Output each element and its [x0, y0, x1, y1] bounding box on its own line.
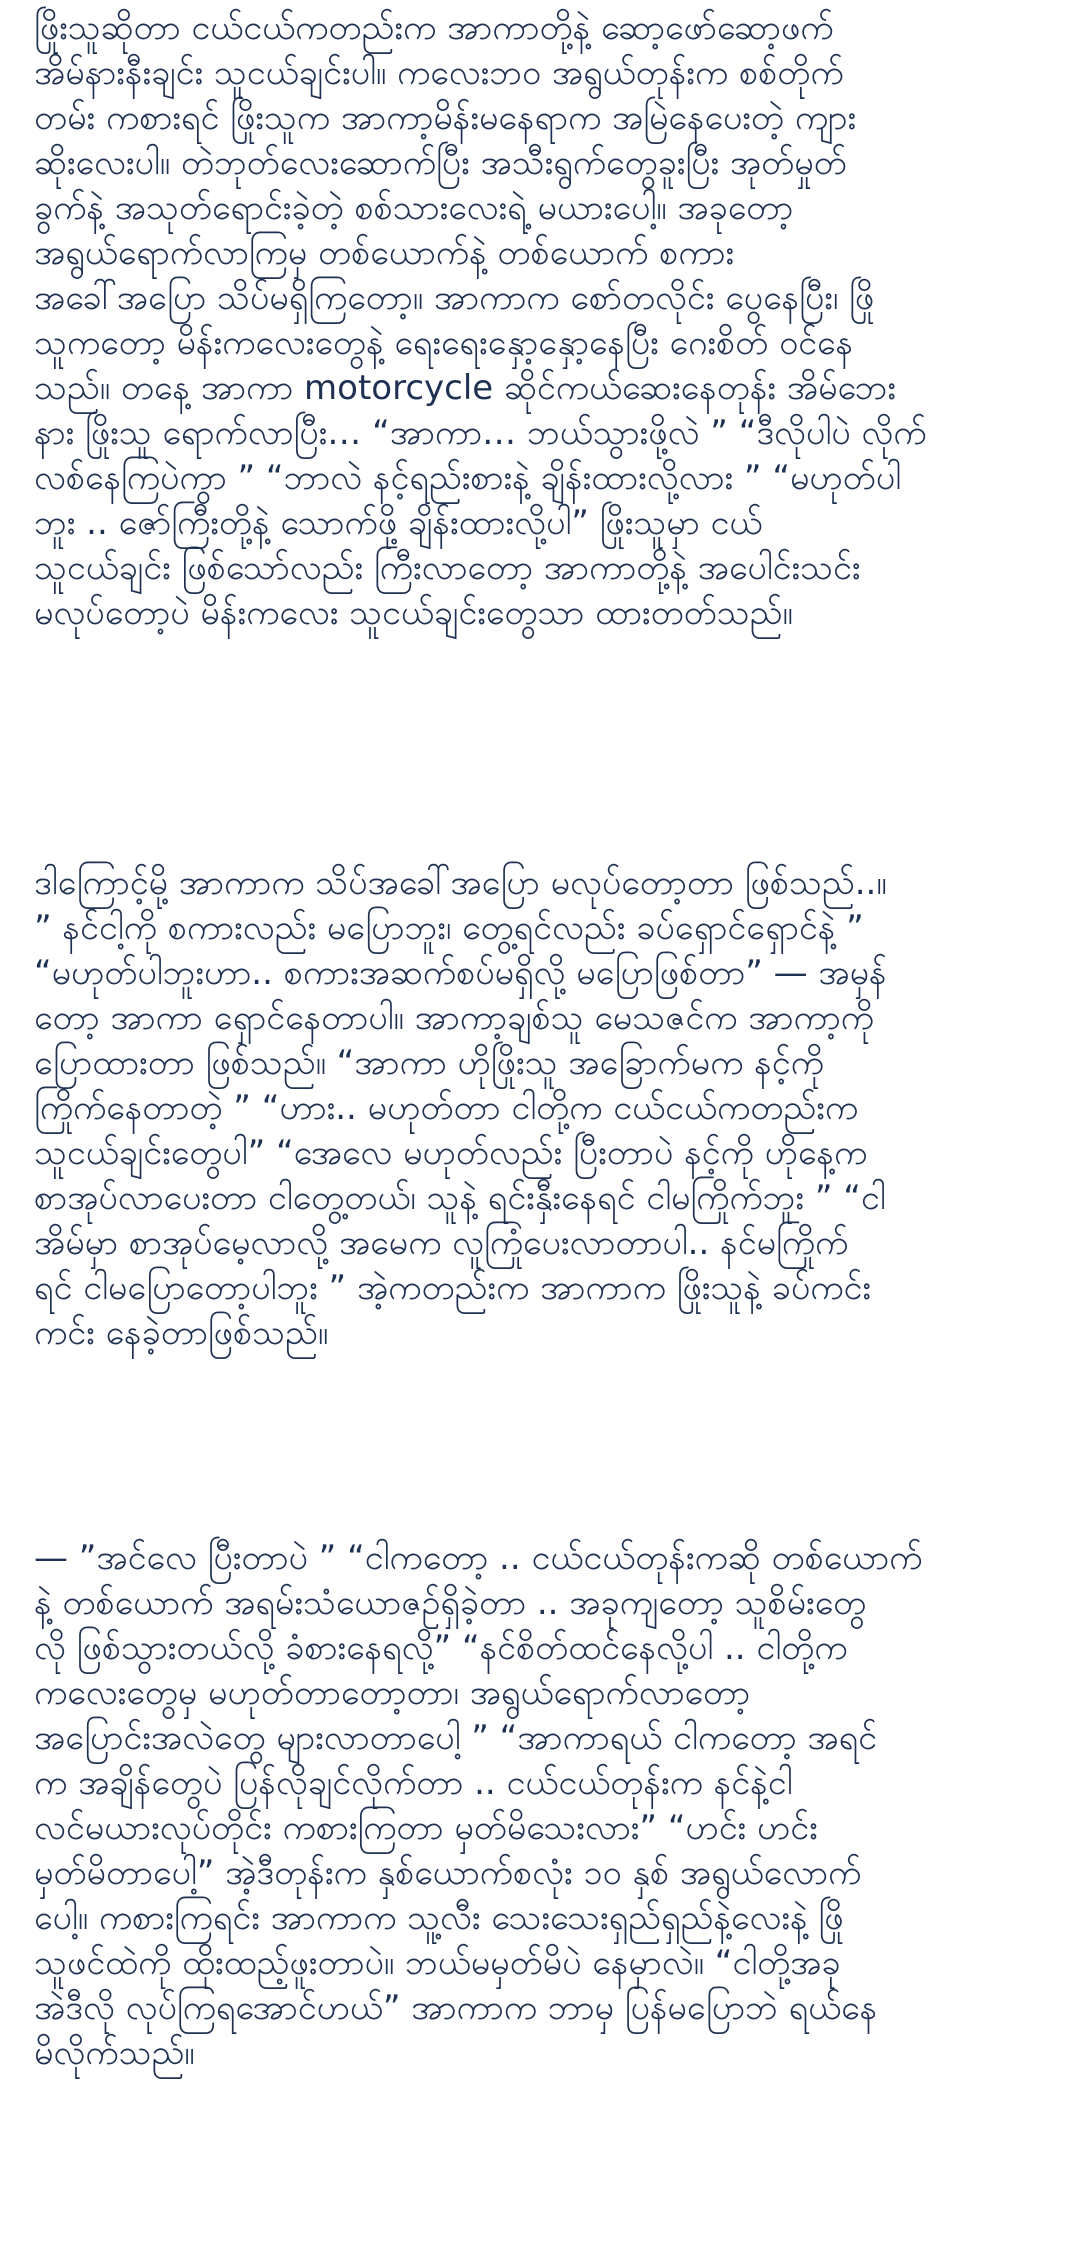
article-body	[34, 6, 1054, 2076]
article-paragraph: — ”အင်လေ ပြီးတာပဲ ” “ငါကတော့ .. ငယ်ငယ်တုန်းကဆို တစ်ယောက် နဲ့ တစ်ယောက် အရမ်းသံယောဇဉ်ရှိခဲ့တာ .. အခုကျတော့ သူစိမ်းတွေ လို ဖြစ်သွားတယ်လို့ ခံစားနေရလို့” “နင်စိတ်ထင်နေလို့ပါ .. ငါတို့က ကလေးတွေမှ မဟုတ်တာတော့တာ၊ အရွယ်ရောက်လာတော့ အပြောင်းအလဲတွေ များလာတာပေါ့ ” “အာကာရယ် ငါကတော့ အရင် က အချိန်တွေပဲ ပြန်လိုချင်လိုက်တာ .. ငယ်ငယ်တုန်းက နင်နဲ့ငါ လင်မယားလုပ်တိုင်း ကစားကြတာ မှတ်မိသေးလား” “ဟင်း ဟင်း မှတ်မိတာပေါ့” အဲ့ဒီတုန်းက နှစ်ယောက်စလုံး ၁၀ နှစ် အရွယ်လောက် ပေါ့။ ကစားကြရင်း အာကာက သူ့လီး သေးသေးရှည်ရှည်နဲ့လေးနဲ့ ဖြို သူဖင်ထဲကို ထိုးထည့်ဖူးတာပဲ။ ဘယ်မမှတ်မိပဲ နေမှာလဲ။ “ငါတို့အခု အဲဒီလို လုပ်ကြရအောင်ဟယ်” အာကာက ဘာမှ ပြန်မပြောဘဲ ရယ်နေ မိလိုက်သည်။	[34, 1538, 923, 2073]
article-paragraph: ဖြိုးသူဆိုတာ ငယ်ငယ်ကတည်းက အာကာတို့နဲ့ ဆော့ဖော်ဆော့ဖက် အိမ်နားနီးချင်း သူငယ်ချင်းပါ။ ကလေးဘဝ အရွယ်တုန်းက စစ်တိုက် တမ်း ကစားရင် ဖြိုးသူက အာကာ့မိန်းမနေရာက အမြဲနေပေးတဲ့ ကျား ဆိုးလေးပါ။ တဲဘုတ်လေးဆောက်ပြီး အသီးရွက်တွေခူးပြီး အုတ်မှုတ် ခွက်နဲ့ အသုတ်ရောင်းခဲ့တဲ့ စစ်သားလေးရဲ့ မယားပေါ့။ အခုတော့ အရွယ်ရောက်လာကြမှ တစ်ယောက်နဲ့ တစ်ယောက် စကား အခေါ်အပြော သိပ်မရှိကြတော့။ အာကာက စော်တလိုင်း ပွေနေပြီး၊ ဖြို သူကတော့ မိန်းကလေးတွေနဲ့ ရေးရေးနှော့နှော့နေပြီး ဂေးစိတ် ဝင်နေ သည်။ တနေ့ အာကာ motorcycle ဆိုင်ကယ်ဆေးနေတုန်း အိမ်ဘေး နား ဖြိုးသူ ရောက်လာပြီး… “အာကာ… ဘယ်သွားဖို့လဲ ” “ဒီလိုပါပဲ လိုက် လစ်နေကြပဲကွာ ” “ဘာလဲ နင့်ရည်းစားနဲ့ ချိန်းထားလို့လား ” “မဟုတ်ပါ ဘူး .. ဇော်ကြီးတို့နဲ့ သောက်ဖို့ ချိန်းထားလို့ပါ” ဖြိုးသူမှာ ငယ် သူငယ်ချင်း ဖြစ်သော်လည်း ကြီးလာတော့ အာကာတို့နဲ့ အပေါင်းသင်း မလုပ်တော့ပဲ မိန်းကလေး သူငယ်ချင်းတွေသာ ထားတတ်သည်။	[34, 8, 927, 633]
article-paragraph: ဒါကြောင့်မို့ အာကာက သိပ်အခေါ်အပြော မလုပ်တော့တာ ဖြစ်သည်..။ ” နင်ငါ့ကို စကားလည်း မပြောဘူး၊ တွေ့ရင်လည်း ခပ်ရှောင်ရှောင်နဲ့ ” “မဟုတ်ပါဘူးဟာ.. စကားအဆက်စပ်မရှိလို့ မပြောဖြစ်တာ” — အမှန် တော့ အာကာ ရှောင်နေတာပါ။ အာကာ့ချစ်သူ မေသဇင်က အာကာ့ကို ပြောထားတာ ဖြစ်သည်။ “အာကာ ဟိုဖြိုးသူ အခြောက်မက နင့်ကို ကြိုက်နေတာတဲ့ ” “ဟား.. မဟုတ်တာ ငါတို့က ငယ်ငယ်ကတည်းက သူငယ်ချင်းတွေပါ” “အေလေ မဟုတ်လည်း ပြီးတာပဲ နင့်ကို ဟိုနေ့က စာအုပ်လာပေးတာ ငါတွေ့တယ်၊ သူနဲ့ ရင်းနှီးနေရင် ငါမကြိုက်ဘူး ” “ငါ အိမ်မှာ စာအုပ်မေ့လာလို့ အမေက လူကြုံပေးလာတာပါ.. နင်မကြိုက် ရင် ငါမပြောတော့ပါဘူး ” အဲ့ကတည်းက အာကာက ဖြိုးသူနဲ့ ခပ်ကင်း ကင်း နေခဲ့တာဖြစ်သည်။	[34, 863, 887, 1353]
